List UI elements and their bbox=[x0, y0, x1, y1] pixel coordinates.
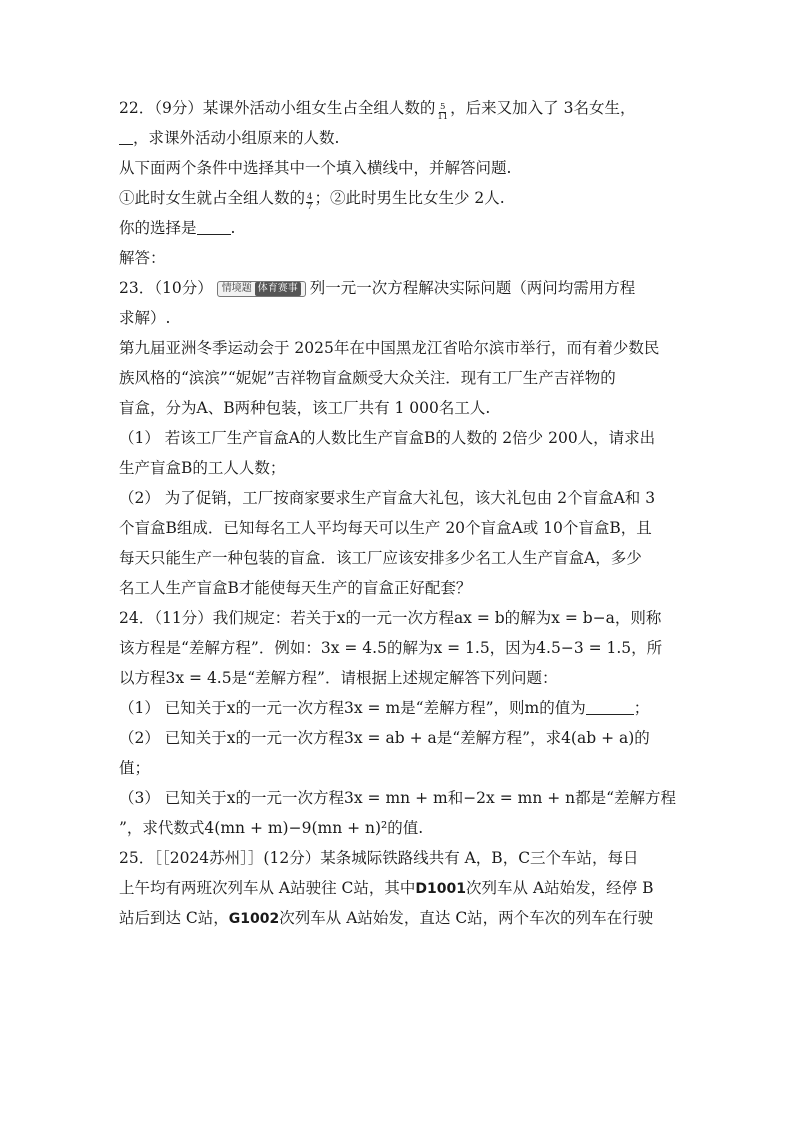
q23-sub2-line-1: （2） 为了促销，工厂按商家要求生产盲盒大礼包，该大礼包由 2个盲盒A和 3 bbox=[119, 489, 656, 507]
q22-line-4: ①此时女生就占全组人数的 $\frac{4}{7}$ ；②此时男生比女生少 2人. bbox=[119, 189, 505, 212]
q24-m-blank[interactable] bbox=[586, 700, 634, 715]
q23-sub2-line-3: 每天只能生产一种包装的盲盒．该工厂应该安排多少名工人生产盲盒A，多少 bbox=[119, 549, 642, 567]
question-content bbox=[119, 93, 679, 933]
scenario-tag: 情境题 体育赛事 bbox=[217, 281, 306, 297]
q22-line-5: 你的选择是 . bbox=[119, 219, 236, 237]
q23-line-5: 盲盒，分为A、B两种包装，该工厂共有 1 000名工人. bbox=[119, 399, 491, 417]
q24-sub3-line-1: （3） 已知关于x的一元一次方程3x = mn + m和−2x = mn + n都是“差解方程 bbox=[119, 789, 677, 807]
q24-sub1: （1） 已知关于x的一元一次方程3x = m是“差解方程”，则m的值为 ； bbox=[119, 699, 650, 717]
q24-line-3: 以方程3x = 4.5是“差解方程”．请根据上述规定解答下列问题： bbox=[119, 669, 558, 687]
q22-stem-a: 22．（9分）某课外活动小组女生占全组人数的 bbox=[119, 99, 436, 117]
q22-stem-b: ，后来又加入了 3名女生， bbox=[450, 99, 636, 117]
q25-line-3: 站后到达 C站，G1002次列车从 A站始发，直达 C站，两个车次的列车在行驶 bbox=[119, 909, 654, 927]
q25-line-2: 上午均有两班次列车从 A站驶往 C站，其中D1001次列车从 A站始发，经停 B bbox=[119, 879, 654, 897]
q23-line-1: 23．（10分） 情境题 体育赛事 列一元一次方程解决实际问题（两问均需用方程 bbox=[119, 279, 636, 297]
fraction-4-7: $\frac{4}{7}$ bbox=[307, 192, 313, 212]
train-code-g1002: G1002 bbox=[228, 911, 280, 927]
q23-sub1-line-1: （1） 若该工厂生产盲盒A的人数比生产盲盒B的人数的 2倍少 200人，请求出 bbox=[119, 429, 656, 447]
q22-choice-blank[interactable] bbox=[197, 220, 231, 235]
q23-line-4: 族风格的“滨滨”“妮妮”吉祥物盲盒颇受大众关注．现有工厂生产吉祥物的 bbox=[119, 369, 616, 387]
q23-line-2: 求解）. bbox=[119, 309, 171, 327]
q24-sub2-line-1: （2） 已知关于x的一元一次方程3x = ab + a是“差解方程”，求4(ab + a)的 bbox=[119, 729, 650, 747]
q22-line-1 bbox=[119, 93, 679, 123]
q22-fill-blank[interactable] bbox=[119, 130, 133, 145]
q23-sub1-line-2: 生产盲盒B的工人人数； bbox=[119, 459, 286, 477]
fraction-5-11: $\frac{5}{11}$ bbox=[437, 102, 449, 122]
q24-sub3-line-2: ”，求代数式4(mn + m)−9(mn + n)²的值. bbox=[119, 819, 424, 837]
q24-line-1: 24．（11分）我们规定：若关于x的一元一次方程ax = b的解为x = b−a，则称 bbox=[119, 609, 662, 627]
q24-line-2: 该方程是“差解方程”．例如：3x = 4.5的解为x = 1.5，因为4.5−3 = 1.5，所 bbox=[119, 639, 663, 657]
q23-sub2-line-4: 名工人生产盲盒B才能使每天生产的盲盒正好配套？ bbox=[119, 579, 472, 597]
q22-answer-label: 解答： bbox=[119, 249, 166, 267]
q22-line-3: 从下面两个条件中选择其中一个填入横线中，并解答问题. bbox=[119, 159, 512, 177]
q25-line-1: 25．［［2024苏州］］(12分）某条城际铁路线共有 A，B，C三个车站，每日 bbox=[119, 849, 639, 867]
q22-line-2: ，求课外活动小组原来的人数. bbox=[119, 123, 679, 153]
train-code-d1001: D1001 bbox=[415, 881, 467, 897]
q23-sub2-line-2: 个盲盒B组成．已知每名工人平均每天可以生产 20个盲盒A或 10个盲盒B，且 bbox=[119, 519, 652, 537]
q23-line-3: 第九届亚洲冬季运动会于 2025年在中国黑龙江省哈尔滨市举行，而有着少数民 bbox=[119, 339, 660, 357]
q24-sub2-line-2: 值； bbox=[119, 759, 151, 777]
